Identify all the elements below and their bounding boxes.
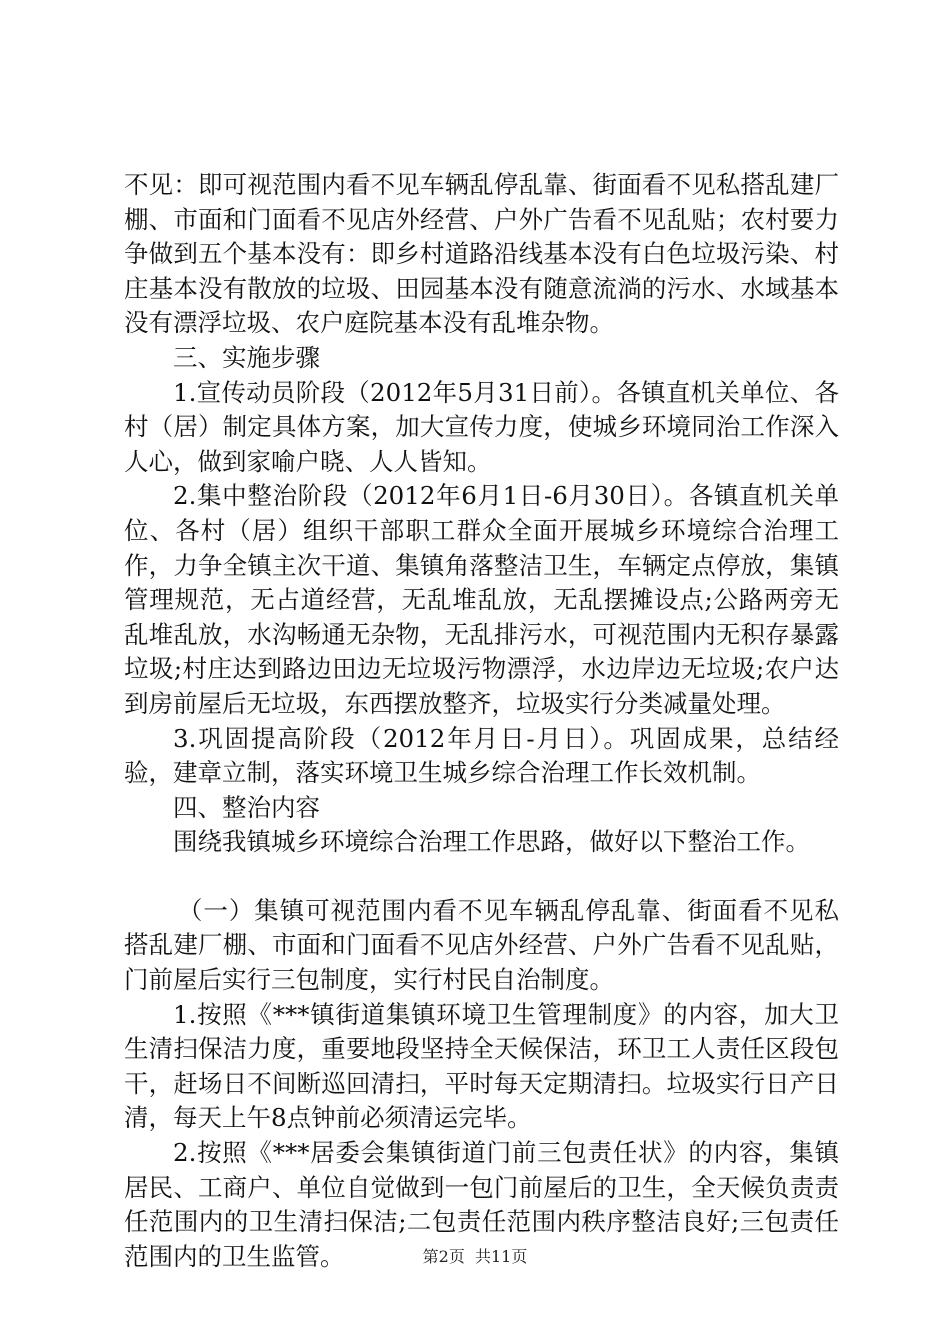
paragraph-item-1: （一）集镇可视范围内看不见车辆乱停乱靠、街面看不见私搭乱建厂棚、市面和门面看不见店外经营、户外广告看不见乱贴，门前屋后实行三包制度，实行村民自治制度。 <box>124 895 839 995</box>
paragraph-step-3: 3.巩固提高阶段（2012年月日-月日）。巩固成果，总结经验，建章立制，落实环境卫生城乡综合治理工作长效机制。 <box>124 723 839 788</box>
section-heading-rectification-content: 四、整治内容 <box>173 792 320 822</box>
paragraph-intro-continuation: 不见：即可视范围内看不见车辆乱停乱靠、街面看不见私搭乱建厂棚、市面和门面看不见店外经营、户外广告看不见乱贴；农村要力争做到五个基本没有：即乡村道路沿线基本没有白色垃圾污染、村庄基本没有散放的垃圾、田园基本没有随意流淌的污水、水域基本没有漂浮垃圾、农户庭院基本没有乱堆杂物。 <box>124 170 839 338</box>
page-number-footer: 第2页 共11页 <box>422 1247 528 1266</box>
section-heading-implementation-steps: 三、实施步骤 <box>173 342 320 372</box>
paragraph-item-1-rule-1: 1.按照《***镇街道集镇环境卫生管理制度》的内容，加大卫生清扫保洁力度，重要地段坚持全天候保洁，环卫工人责任区段包干，赶场日不间断巡回清扫，平时每天定期清扫。垃圾实行日产日清，每天上午8点钟前必须清运完毕。 <box>124 999 839 1133</box>
paragraph-rectification-intro: 围绕我镇城乡环境综合治理工作思路，做好以下整治工作。 <box>173 827 810 857</box>
paragraph-step-2: 2.集中整治阶段（2012年6月1日-6月30日）。各镇直机关单位、各村（居）组织干部职工群众全面开展城乡环境综合治理工作，力争全镇主次干道、集镇角落整洁卫生，车辆定点停放，集镇管理规范，无占道经营，无乱堆乱放，无乱摆摊设点;公路两旁无乱堆乱放，水沟畅通无杂物，无乱排污水，可视范围内无积存暴露垃圾;村庄达到路边田边无垃圾污物漂浮，水边岸边无垃圾;农户达到房前屋后无垃圾，东西摆放整齐，垃圾实行分类减量处理。 <box>124 481 839 718</box>
paragraph-step-1: 1.宣传动员阶段（2012年5月31日前）。各镇直机关单位、各村（居）制定具体方案，加大宣传力度，使城乡环境同治工作深入人心，做到家喻户晓、人人皆知。 <box>124 377 839 476</box>
document-body <box>124 168 839 1274</box>
paragraph-item-1-rule-2: 2.按照《***居委会集镇街道门前三包责任状》的内容，集镇居民、工商户、单位自觉做到一包门前屋后的卫生，全天候负责责任范围内的卫生清扫保洁;二包责任范围内秩序整洁良好;三包责任范围内的卫生监管。 <box>124 1138 839 1271</box>
